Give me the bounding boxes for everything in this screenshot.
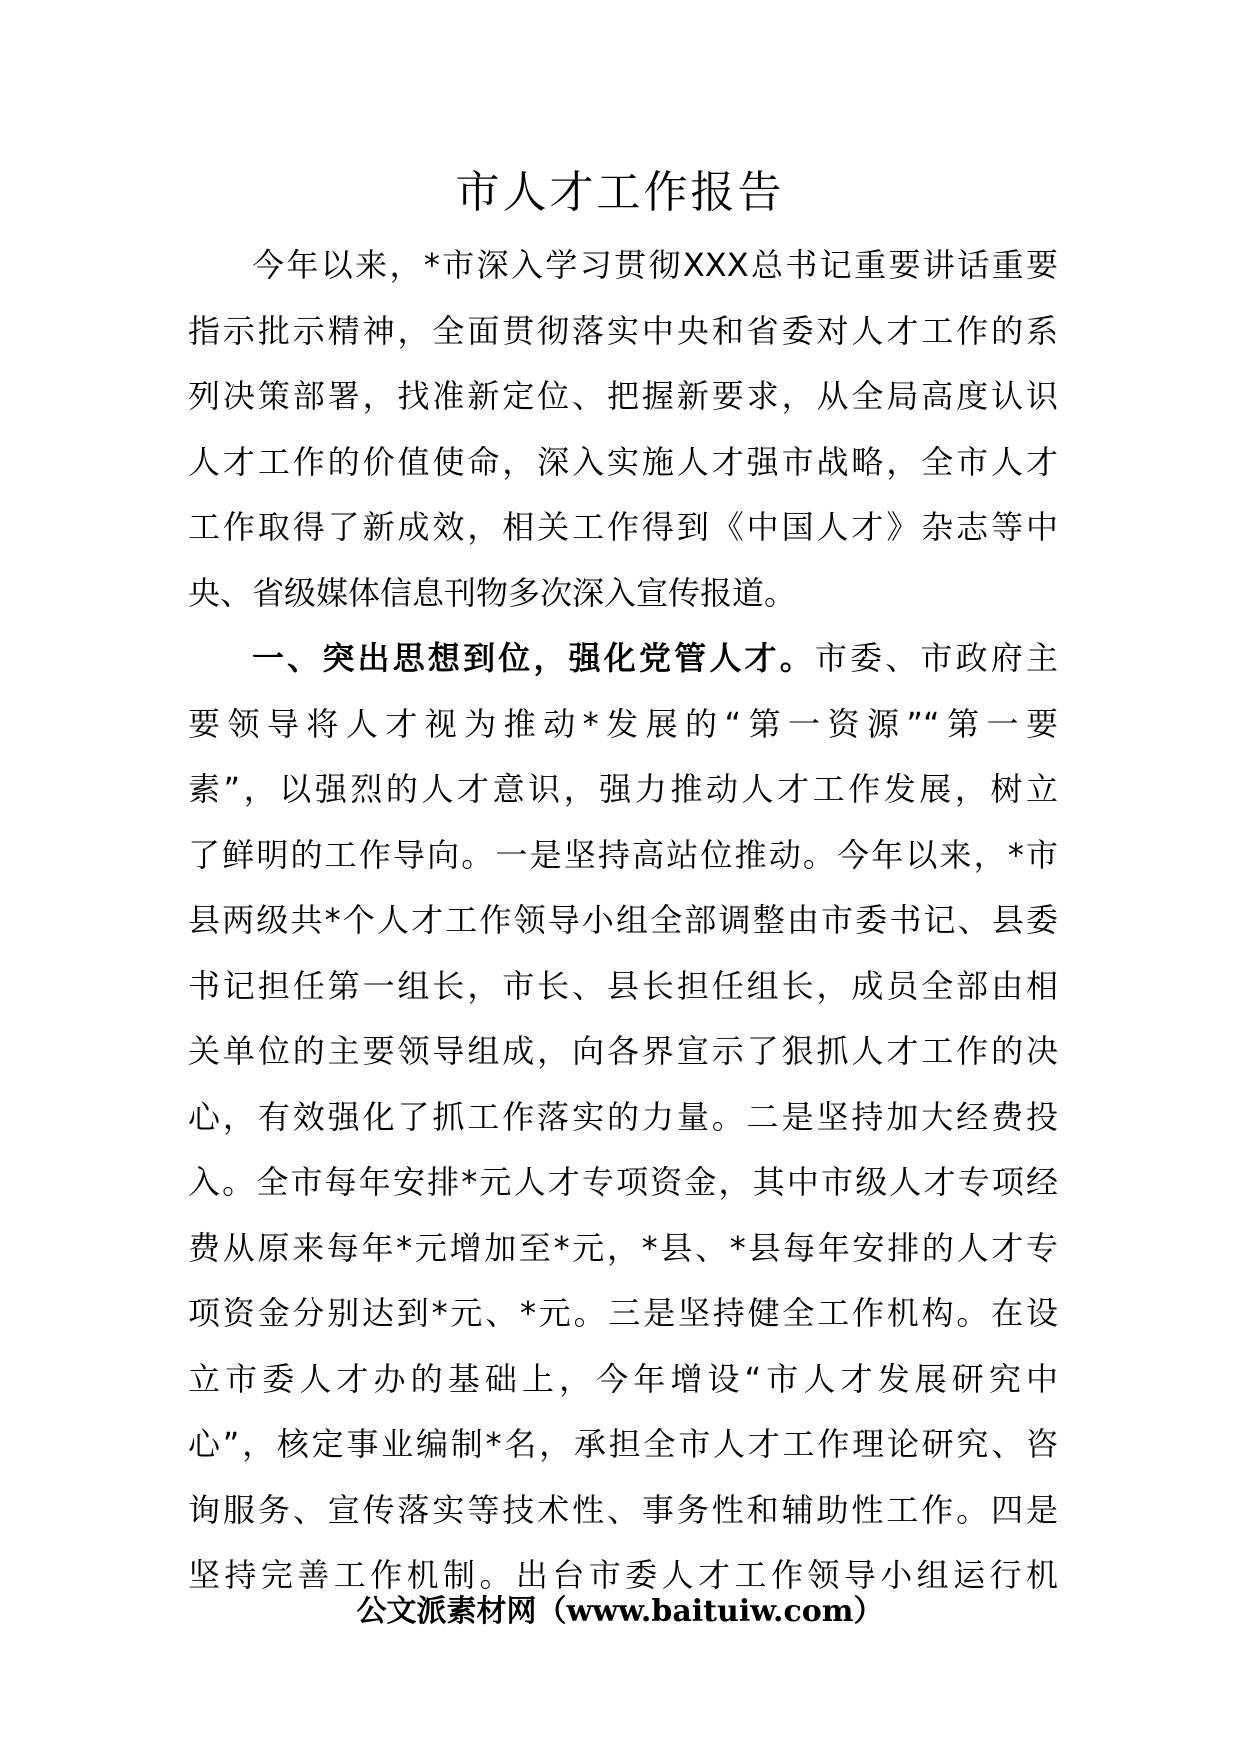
paragraph-line: 坚持完善工作机制。出台市委人才工作领导小组运行机	[188, 1556, 1058, 1594]
paragraph-line: 列决策部署，找准新定位、把握新要求，从全局高度认识	[188, 377, 1058, 415]
paragraph-line: 人才工作的价值使命，深入实施人才强市战略，全市人才	[188, 442, 1058, 481]
paragraph-2	[188, 626, 1058, 1609]
paragraph-line: 书记担任第一组长，市长、县长担任组长，成员全部由相	[188, 966, 1058, 1005]
paragraph-line: 素”，以强烈的人才意识，强力推动人才工作发展，树立	[188, 770, 1058, 808]
paragraph-line: 询服务、宣传落实等技术性、事务性和辅助性工作。四是	[188, 1490, 1058, 1529]
paragraph-line: 要领导将人才视为推动*发展的“第一资源”“第一要	[188, 704, 1058, 743]
paragraph-line: 县两级共*个人才工作领导小组全部调整由市委书记、县委	[188, 901, 1058, 939]
paragraph-line: 工作取得了新成效，相关工作得到《中国人才》杂志等中	[188, 508, 1058, 546]
paragraph-line: 关单位的主要领导组成，向各界宣示了狠抓人才工作的决	[188, 1032, 1058, 1070]
paragraph-line: 央、省级媒体信息刊物多次深入宣传报道。	[188, 573, 797, 612]
paragraph-text: 市委、市政府主	[814, 639, 1058, 677]
paragraph-line: 费从原来每年*元增加至*元，*县、*县每年安排的人才专	[188, 1228, 1058, 1267]
paragraph-line	[188, 626, 1058, 692]
paragraph-line: 今年以来，*市深入学习贯彻XXX总书记重要讲话重要	[252, 246, 1058, 284]
document-body	[188, 233, 1058, 1609]
paragraph-line: 立市委人才办的基础上，今年增设“市人才发展研究中	[188, 1359, 1058, 1398]
paragraph-line: 了鲜明的工作导向。一是坚持高站位推动。今年以来，*市	[188, 835, 1058, 874]
paragraph-line: 指示批示精神，全面贯彻落实中央和省委对人才工作的系	[188, 311, 1058, 350]
footer-watermark: 公文派素材网（www.baituiw.com）	[356, 1594, 884, 1629]
paragraph-1	[188, 233, 1058, 626]
paragraph-line: 心”，核定事业编制*名，承担全市人才工作理论研究、咨	[188, 1425, 1058, 1463]
section-heading: 一、突出思想到位，强化党管人才。	[252, 639, 815, 677]
paragraph-line: 入。全市每年安排*元人才专项资金，其中市级人才专项经	[188, 1163, 1058, 1201]
paragraph-line: 项资金分别达到*元、*元。三是坚持健全工作机构。在设	[188, 1294, 1058, 1332]
paragraph-line: 心，有效强化了抓工作落实的力量。二是坚持加大经费投	[188, 1097, 1058, 1136]
document-title: 市人才工作报告	[455, 167, 785, 218]
